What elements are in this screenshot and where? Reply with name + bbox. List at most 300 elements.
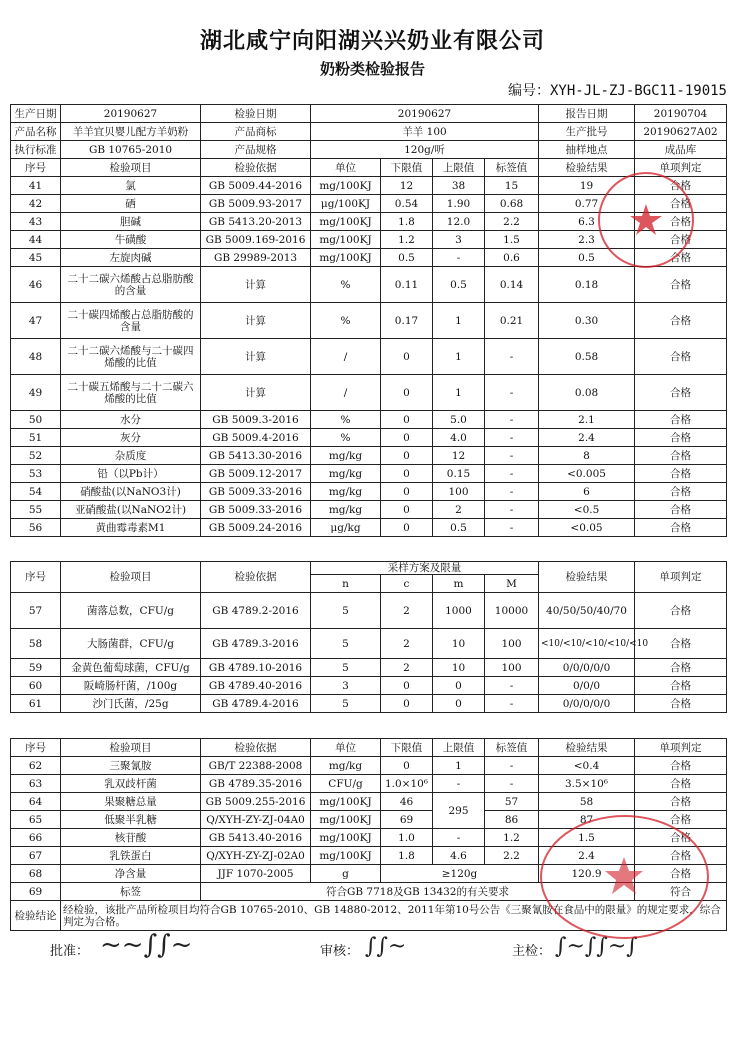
cell: 杂质度: [61, 447, 201, 465]
col-header: n: [311, 575, 381, 593]
cell: -: [485, 519, 539, 537]
cell: 合格: [635, 429, 727, 447]
cell: 120.9: [539, 865, 635, 883]
approve-signature: ~~∫∫~: [100, 930, 193, 960]
col-header: c: [381, 575, 433, 593]
cell: 38: [433, 177, 485, 195]
cell: 0.77: [539, 195, 635, 213]
batch-label: 生产批号: [539, 123, 635, 141]
standard: GB 10765-2010: [61, 141, 201, 159]
cell: 计算: [201, 339, 311, 375]
cell: 54: [11, 483, 61, 501]
cell: 49: [11, 375, 61, 411]
cell: 合格: [635, 483, 727, 501]
cell: 胆碱: [61, 213, 201, 231]
cell: <0.5: [539, 501, 635, 519]
table-row: [11, 411, 727, 429]
cell: 68: [11, 865, 61, 883]
cell: 0.15: [433, 465, 485, 483]
cell: 合格: [635, 195, 727, 213]
cell: GB 4789.35-2016: [201, 775, 311, 793]
cell: 合格: [635, 249, 727, 267]
cell: 合格: [635, 677, 727, 695]
cell: 合格: [635, 303, 727, 339]
cell: 44: [11, 231, 61, 249]
cell: 1000: [433, 593, 485, 629]
cell: GB 5009.169-2016: [201, 231, 311, 249]
cell: 40/50/50/40/70: [539, 593, 635, 629]
table-row: [11, 375, 727, 411]
cell: 合格: [635, 793, 727, 811]
cell: 合格: [635, 865, 727, 883]
cell: 2.2: [485, 847, 539, 865]
cell: 硒: [61, 195, 201, 213]
cell: -: [485, 695, 539, 713]
col-header: 下限值: [381, 159, 433, 177]
table-row: [11, 429, 727, 447]
cell: 100: [433, 483, 485, 501]
chemical-tests-table: [10, 104, 727, 537]
sampling-location: 成品库: [635, 141, 727, 159]
conclusion-text: 经检验，该批产品所检项目均符合GB 10765-2010、GB 14880-2012、2011年第10号公告《三聚氰胺在食品中的限量》的规定要求，综合判定为合格。: [61, 901, 727, 931]
cell: 2.4: [539, 847, 635, 865]
cell: 硝酸盐(以NaNO3计): [61, 483, 201, 501]
cell: 4.6: [433, 847, 485, 865]
stamp-seal-icon: [598, 172, 694, 268]
cell: 53: [11, 465, 61, 483]
cell: 计算: [201, 375, 311, 411]
cell: g: [311, 865, 381, 883]
cell: 0: [381, 339, 433, 375]
product-name-label: 产品名称: [11, 123, 61, 141]
brand-label: 产品商标: [201, 123, 311, 141]
cell: 4.0: [433, 429, 485, 447]
spec: 120g/听: [311, 141, 539, 159]
cell: 1: [433, 757, 485, 775]
cell: 66: [11, 829, 61, 847]
cell: 二十二碳六烯酸占总脂肪酸的含量: [61, 267, 201, 303]
col-header: 标签值: [485, 159, 539, 177]
col-header: M: [485, 575, 539, 593]
cell: GB 5009.4-2016: [201, 429, 311, 447]
cell: GB 4789.2-2016: [201, 593, 311, 629]
product-name: 羊羊宜贝婴儿配方羊奶粉: [61, 123, 201, 141]
cell: 0: [381, 483, 433, 501]
cell: 沙门氏菌，/25g: [61, 695, 201, 713]
cell: Q/XYH-ZY-ZJ-02A0: [201, 847, 311, 865]
cell: -: [485, 465, 539, 483]
cell: <0.05: [539, 519, 635, 537]
cell: 三聚氰胺: [61, 757, 201, 775]
cell: 52: [11, 447, 61, 465]
cell: 10: [433, 659, 485, 677]
cell: 46: [381, 793, 433, 811]
document-number: 编号：XYH-JL-ZJ-BGC11-19015: [507, 83, 727, 99]
cell: 金黄色葡萄球菌，CFU/g: [61, 659, 201, 677]
table-row: [11, 677, 727, 695]
cell: GB 5413.20-2013: [201, 213, 311, 231]
cell: mg/100KJ: [311, 811, 381, 829]
cell: GB 5009.33-2016: [201, 501, 311, 519]
cell: 1.5: [539, 829, 635, 847]
cell: 61: [11, 695, 61, 713]
cell: 合格: [635, 447, 727, 465]
col-header: 序号: [11, 562, 61, 593]
cell: 2: [381, 593, 433, 629]
cell: 69: [381, 811, 433, 829]
cell: 合格: [635, 213, 727, 231]
cell: GB/T 22388-2008: [201, 757, 311, 775]
cell: 2.1: [539, 411, 635, 429]
col-header: 检验项目: [61, 159, 201, 177]
cell: 合格: [635, 339, 727, 375]
cell: GB 5009.24-2016: [201, 519, 311, 537]
cell: -: [485, 411, 539, 429]
cell: mg/100KJ: [311, 847, 381, 865]
cell: 58: [539, 793, 635, 811]
batch: 20190627A02: [635, 123, 727, 141]
cell: GB 4789.4-2016: [201, 695, 311, 713]
cell: 2: [433, 501, 485, 519]
cell: mg/kg: [311, 465, 381, 483]
table-row: [11, 447, 727, 465]
spec-label: 产品规格: [201, 141, 311, 159]
sampling-label: 抽样地点: [539, 141, 635, 159]
cell: 2.3: [539, 231, 635, 249]
brand: 羊羊 100: [311, 123, 539, 141]
table-row: [11, 483, 727, 501]
cell: 合格: [635, 629, 727, 659]
cell: 合格: [635, 177, 727, 195]
cell: 果聚糖总量: [61, 793, 201, 811]
cell: 1.0×10⁶: [381, 775, 433, 793]
review-signature: ∫∫~: [365, 934, 407, 959]
col-header: 单项判定: [635, 739, 727, 757]
approve-label: 批准：: [50, 944, 90, 959]
cell: 亚硝酸盐(以NaNO2计): [61, 501, 201, 519]
cell: 64: [11, 793, 61, 811]
cell: 55: [11, 501, 61, 519]
cell: mg/100KJ: [311, 213, 381, 231]
cell: 1.8: [381, 847, 433, 865]
table-row: [11, 465, 727, 483]
report-title: 湖北咸宁向阳湖兴兴奶业有限公司: [199, 28, 545, 54]
standard-label: 执行标准: [11, 141, 61, 159]
cell: 19: [539, 177, 635, 195]
prod-date: 20190627: [61, 105, 201, 123]
cell: 0.5: [433, 519, 485, 537]
cell: 42: [11, 195, 61, 213]
cell: 黄曲霉毒素M1: [61, 519, 201, 537]
col-header: 序号: [11, 159, 61, 177]
cell: μg/kg: [311, 519, 381, 537]
cell: 41: [11, 177, 61, 195]
cell: GB 5413.40-2016: [201, 829, 311, 847]
cell: mg/100KJ: [311, 249, 381, 267]
table-header-row: [11, 739, 727, 757]
cell: 0.08: [539, 375, 635, 411]
report-date-label: 报告日期: [539, 105, 635, 123]
cell: CFU/g: [311, 775, 381, 793]
cell: 45: [11, 249, 61, 267]
col-header: 序号: [11, 739, 61, 757]
cell: GB 5009.12-2017: [201, 465, 311, 483]
table-row: [11, 629, 727, 659]
cell: 灰分: [61, 429, 201, 447]
cell: 0.21: [485, 303, 539, 339]
company-seal-icon: [540, 815, 709, 939]
cell: 乳铁蛋白: [61, 847, 201, 865]
cell: 氯: [61, 177, 201, 195]
cell: 0: [381, 501, 433, 519]
col-header: 检验结果: [539, 159, 635, 177]
cell: 59: [11, 659, 61, 677]
conclusion-label: 检验结论: [11, 901, 61, 931]
cell: 0.68: [485, 195, 539, 213]
cell: 0: [381, 429, 433, 447]
cell: 符合GB 7718及GB 13432的有关要求: [201, 883, 635, 901]
cell: 合格: [635, 659, 727, 677]
cell: /: [311, 375, 381, 411]
cell: 合格: [635, 267, 727, 303]
cell: %: [311, 429, 381, 447]
cell: JJF 1070-2005: [201, 865, 311, 883]
cell: 5: [311, 695, 381, 713]
cell: 57: [485, 793, 539, 811]
cell: <10/<10/<10/<10/<10: [539, 629, 635, 659]
cell: GB 4789.40-2016: [201, 677, 311, 695]
cell: 合格: [635, 757, 727, 775]
table-row: [11, 501, 727, 519]
cell: 0: [381, 757, 433, 775]
star-icon: [600, 174, 692, 266]
cell: GB 5009.3-2016: [201, 411, 311, 429]
cell: 5: [311, 659, 381, 677]
cell: <0.4: [539, 757, 635, 775]
cell: GB 5413.30-2016: [201, 447, 311, 465]
cell: 3: [311, 677, 381, 695]
cell: -: [485, 501, 539, 519]
cell: 0: [381, 447, 433, 465]
cell: 合格: [635, 593, 727, 629]
cell: 46: [11, 267, 61, 303]
cell: mg/kg: [311, 447, 381, 465]
col-header: 检验结果: [539, 562, 635, 593]
cell: 0: [433, 695, 485, 713]
cell: 100: [485, 659, 539, 677]
cell: 低聚半乳糖: [61, 811, 201, 829]
col-header: 检验依据: [201, 159, 311, 177]
cell: 0.58: [539, 339, 635, 375]
cell: 3: [433, 231, 485, 249]
cell: %: [311, 303, 381, 339]
cell: 0: [381, 375, 433, 411]
table-row: [11, 519, 727, 537]
cell: 0.5: [539, 249, 635, 267]
cell: Q/XYH-ZY-ZJ-04A0: [201, 811, 311, 829]
cell: 5.0: [433, 411, 485, 429]
cell: 二十碳四烯酸占总脂肪酸的含量: [61, 303, 201, 339]
cell: 6.3: [539, 213, 635, 231]
cell: mg/kg: [311, 483, 381, 501]
cell: 0: [381, 465, 433, 483]
cell: 计算: [201, 267, 311, 303]
col-header: 检验结果: [539, 739, 635, 757]
prod-date-label: 生产日期: [11, 105, 61, 123]
table-row: [11, 695, 727, 713]
report-date: 20190704: [635, 105, 727, 123]
cell: 3.5×10⁶: [539, 775, 635, 793]
cell: -: [485, 757, 539, 775]
cell: 符合: [635, 883, 727, 901]
cell: mg/100KJ: [311, 231, 381, 249]
cell: 15: [485, 177, 539, 195]
cell: 合格: [635, 829, 727, 847]
cell: 57: [11, 593, 61, 629]
cell: 净含量: [61, 865, 201, 883]
cell: 6: [539, 483, 635, 501]
cell: 63: [11, 775, 61, 793]
inspect-label: 主检：: [512, 944, 552, 959]
cell: <0.005: [539, 465, 635, 483]
cell: -: [485, 375, 539, 411]
cell: 0/0/0: [539, 677, 635, 695]
cell: 295: [433, 793, 485, 829]
cell: 65: [11, 811, 61, 829]
cell: 0: [381, 411, 433, 429]
cell: 1.5: [485, 231, 539, 249]
cell: 0.14: [485, 267, 539, 303]
cell: 1.2: [485, 829, 539, 847]
cell: 56: [11, 519, 61, 537]
col-header: 单项判定: [635, 562, 727, 593]
report-subtitle: 奶粉类检验报告: [319, 60, 425, 78]
cell: 0/0/0/0/0: [539, 695, 635, 713]
cell: %: [311, 411, 381, 429]
cell: 合格: [635, 465, 727, 483]
cell: GB 5009.44-2016: [201, 177, 311, 195]
cell: 2.2: [485, 213, 539, 231]
col-header: 标签值: [485, 739, 539, 757]
cell: GB 4789.10-2016: [201, 659, 311, 677]
cell: 0.17: [381, 303, 433, 339]
table-row: [11, 659, 727, 677]
table-row: [11, 793, 727, 811]
cell: 二十碳五烯酸与二十二碳六烯酸的比值: [61, 375, 201, 411]
cell: 计算: [201, 303, 311, 339]
cell: -: [485, 677, 539, 695]
cell: 阪崎肠杆菌，/100g: [61, 677, 201, 695]
cell: 5: [311, 593, 381, 629]
cell: 1: [433, 339, 485, 375]
cell: 0.30: [539, 303, 635, 339]
test-date-label: 检验日期: [201, 105, 311, 123]
col-header: 检验依据: [201, 739, 311, 757]
star-icon: [542, 817, 707, 937]
col-header: 检验项目: [61, 562, 201, 593]
cell: 0.5: [433, 267, 485, 303]
cell: 铅（以Pb计）: [61, 465, 201, 483]
col-header: 上限值: [433, 159, 485, 177]
cell: 2: [381, 629, 433, 659]
cell: 0: [433, 677, 485, 695]
cell: 60: [11, 677, 61, 695]
cell: 0.5: [381, 249, 433, 267]
col-header: 下限值: [381, 739, 433, 757]
review-label: 审核：: [320, 944, 360, 959]
cell: 合格: [635, 775, 727, 793]
cell: -: [485, 339, 539, 375]
cell: -: [485, 483, 539, 501]
cell: μg/100KJ: [311, 195, 381, 213]
cell: 100: [485, 629, 539, 659]
table-row: [11, 775, 727, 793]
cell: 标签: [61, 883, 201, 901]
cell: GB 4789.3-2016: [201, 629, 311, 659]
cell: 12: [433, 447, 485, 465]
cell: 2: [381, 659, 433, 677]
cell: 1: [433, 375, 485, 411]
cell: 62: [11, 757, 61, 775]
cell: 合格: [635, 411, 727, 429]
cell: 合格: [635, 519, 727, 537]
cell: 1.8: [381, 213, 433, 231]
table-row: [11, 757, 727, 775]
cell: 1.2: [381, 231, 433, 249]
col-header: 检验依据: [201, 562, 311, 593]
cell: 二十二碳六烯酸与二十碳四烯酸的比值: [61, 339, 201, 375]
cell: 67: [11, 847, 61, 865]
cell: 合格: [635, 695, 727, 713]
cell: 43: [11, 213, 61, 231]
col-header: 上限值: [433, 739, 485, 757]
cell: 1.0: [381, 829, 433, 847]
col-header: 单位: [311, 739, 381, 757]
cell: GB 5009.93-2017: [201, 195, 311, 213]
cell: 48: [11, 339, 61, 375]
cell: -: [433, 829, 485, 847]
cell: 1.90: [433, 195, 485, 213]
cell: -: [485, 775, 539, 793]
cell: /: [311, 339, 381, 375]
cell: 大肠菌群，CFU/g: [61, 629, 201, 659]
table-row: [11, 267, 727, 303]
cell: 50: [11, 411, 61, 429]
cell: 左旋肉碱: [61, 249, 201, 267]
cell: %: [311, 267, 381, 303]
cell: 5: [311, 629, 381, 659]
cell: 10000: [485, 593, 539, 629]
cell: 2.4: [539, 429, 635, 447]
cell: 86: [485, 811, 539, 829]
col-header: m: [433, 575, 485, 593]
cell: 0/0/0/0/0: [539, 659, 635, 677]
col-header: 单项判定: [635, 159, 727, 177]
cell: 合格: [635, 811, 727, 829]
cell: 0.18: [539, 267, 635, 303]
cell: 乳双歧杆菌: [61, 775, 201, 793]
cell: 10: [433, 629, 485, 659]
cell: 核苷酸: [61, 829, 201, 847]
cell: mg/100KJ: [311, 793, 381, 811]
cell: 0.11: [381, 267, 433, 303]
test-date: 20190627: [311, 105, 539, 123]
cell: 牛磺酸: [61, 231, 201, 249]
cell: 菌落总数，CFU/g: [61, 593, 201, 629]
cell: 47: [11, 303, 61, 339]
cell: 水分: [61, 411, 201, 429]
inspect-signature: ∫~∫∫~∫: [555, 934, 638, 959]
